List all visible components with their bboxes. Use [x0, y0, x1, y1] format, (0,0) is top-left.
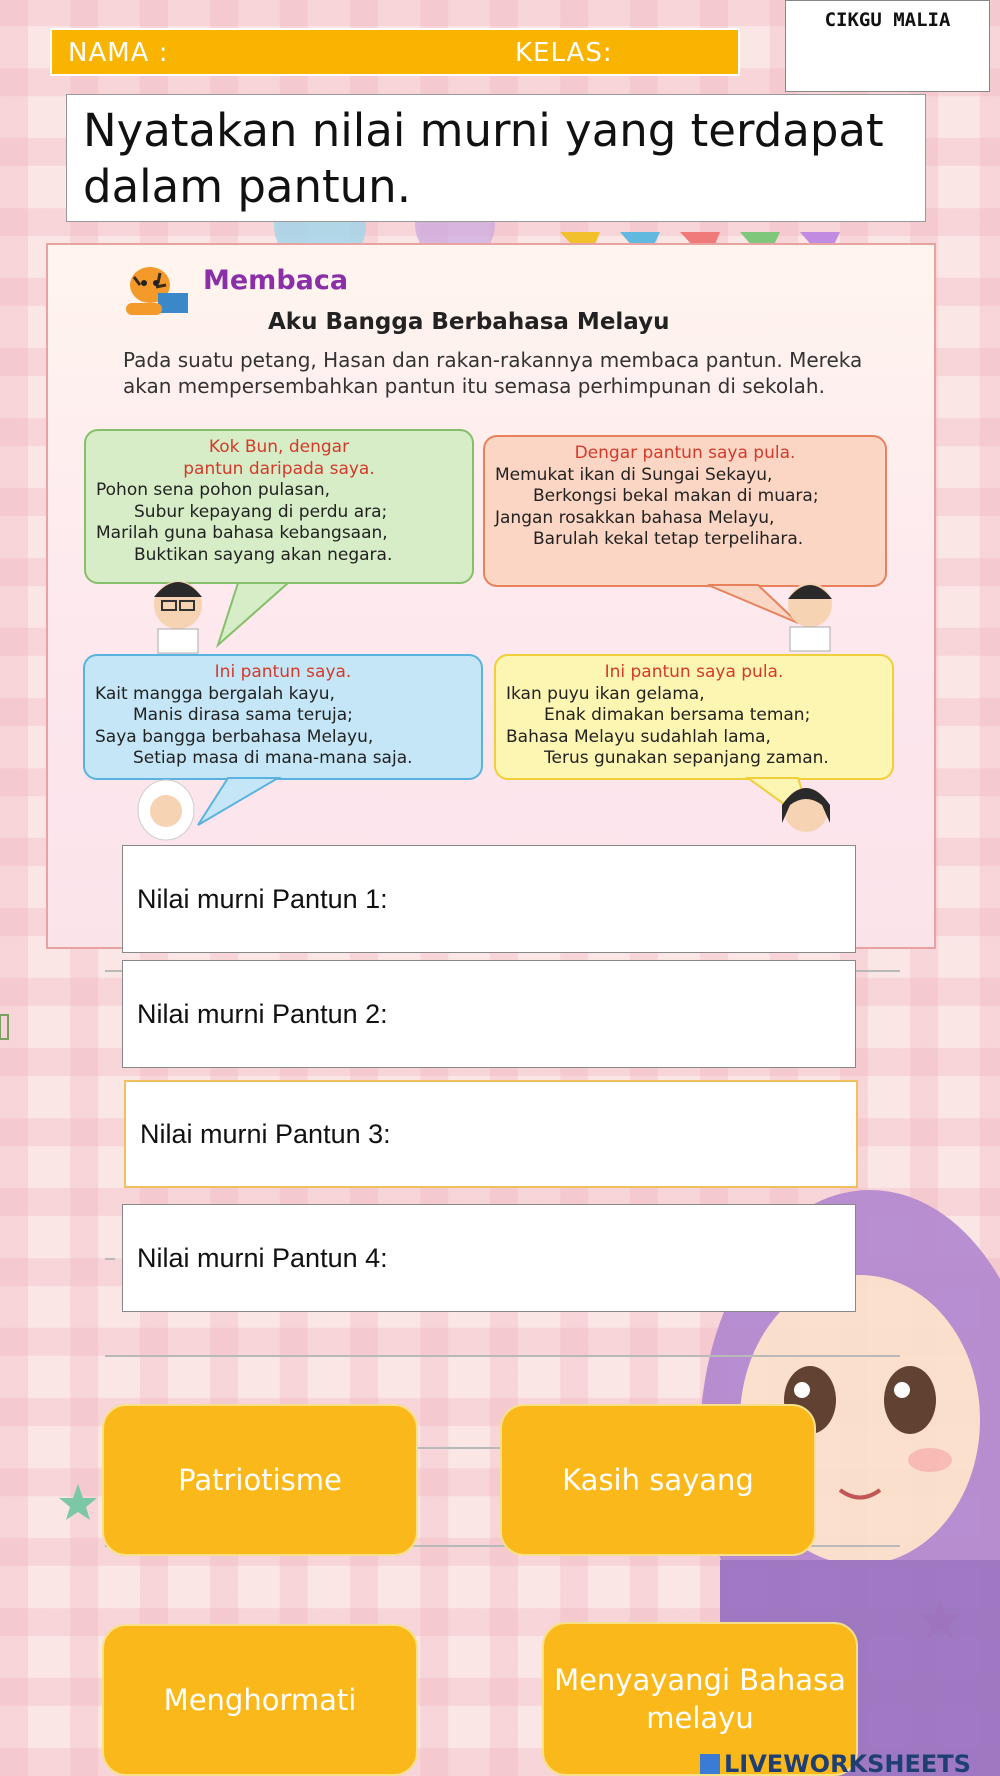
pantun-line: Saya bangga berbahasa Melayu,	[95, 726, 374, 747]
bubble-tail	[198, 778, 278, 825]
option-patriotisme[interactable]: Patriotisme	[102, 1404, 418, 1556]
textbook-page	[46, 243, 936, 949]
liveworksheets-watermark	[700, 1750, 971, 1776]
boy-avatar	[788, 583, 832, 651]
pantun-line: Ikan puyu ikan gelama,	[506, 683, 705, 704]
option-menyayangi-bahasa[interactable]: Menyayangi Bahasa melayu	[542, 1622, 858, 1776]
section-title: Membaca	[203, 265, 349, 296]
name-class-bar	[50, 28, 740, 76]
pantun-line: Setiap masa di mana-mana saja.	[133, 748, 413, 768]
reading-title: Aku Bangga Berbahasa Melayu	[268, 309, 670, 335]
pantun-line: Manis dirasa sama teruja;	[133, 705, 353, 725]
reading-intro: Pada suatu petang, Hasan dan rakan-rakannya membaca pantun. Mereka akan mempersembahkan pantun itu semasa perhimpunan di sekolah.	[123, 348, 863, 398]
bubble-tail	[708, 585, 798, 623]
left-edge-mark	[0, 1015, 8, 1039]
pantun-line: Pohon sena pohon pulasan,	[96, 480, 331, 500]
pantun-line: Kait mangga bergalah kayu,	[95, 683, 335, 704]
girl-tudung-avatar	[138, 780, 194, 840]
bubble-heading: Kok Bun, dengar	[208, 437, 350, 457]
class-label: KELAS:	[515, 38, 613, 68]
pantun-line: Terus gunakan sepanjang zaman.	[544, 748, 829, 768]
divider-line	[105, 1258, 115, 1260]
bubble-heading: Ini pantun saya pula.	[604, 662, 784, 682]
answer-box-pantun-1[interactable]: Nilai murni Pantun 1:	[122, 845, 856, 953]
teacher-label: CIKGU MALIA	[785, 0, 990, 92]
bubble-tails-and-children	[48, 245, 936, 949]
pantun-line: Jangan rosakkan bahasa Melayu,	[495, 507, 775, 528]
answer-box-pantun-3[interactable]: Nilai murni Pantun 3:	[124, 1080, 858, 1188]
pantun-line: Enak dimakan bersama teman;	[544, 705, 811, 725]
liveworksheets-logo-icon	[700, 1754, 720, 1774]
boy-with-glasses-avatar	[154, 581, 202, 653]
option-menghormati[interactable]: Menghormati	[102, 1624, 418, 1776]
pantun-line: Marilah guna bahasa kebangsaan,	[96, 523, 388, 543]
option-kasih-sayang[interactable]: Kasih sayang	[500, 1404, 816, 1556]
question-text: Nyatakan nilai murni yang terdapat dalam pantun.	[66, 94, 926, 222]
answer-box-pantun-4[interactable]: Nilai murni Pantun 4:	[122, 1204, 856, 1312]
divider-line	[105, 1355, 900, 1357]
bubble-heading: pantun daripada saya.	[183, 458, 375, 479]
pantun-line: Barulah kekal tetap terpelihara.	[533, 529, 804, 549]
answer-box-pantun-2[interactable]: Nilai murni Pantun 2:	[122, 960, 856, 1068]
bubble-heading: Ini pantun saya.	[214, 662, 352, 682]
pantun-line: Berkongsi bekal makan di muara;	[533, 486, 819, 506]
pantun-line: Subur kepayang di perdu ara;	[134, 501, 388, 522]
pantun-line: Memukat ikan di Sungai Sekayu,	[495, 464, 773, 485]
watermark-text: LIVEWORKSHEETS	[724, 1750, 971, 1776]
bubble-heading: Dengar pantun saya pula.	[574, 443, 796, 463]
name-label: NAMA :	[68, 38, 169, 68]
pantun-line: Buktikan sayang akan negara.	[134, 544, 393, 565]
bubble-tail	[218, 583, 288, 645]
pantun-line: Bahasa Melayu sudahlah lama,	[506, 726, 771, 747]
star-icon	[59, 1484, 97, 1520]
divider-line	[415, 1447, 505, 1449]
